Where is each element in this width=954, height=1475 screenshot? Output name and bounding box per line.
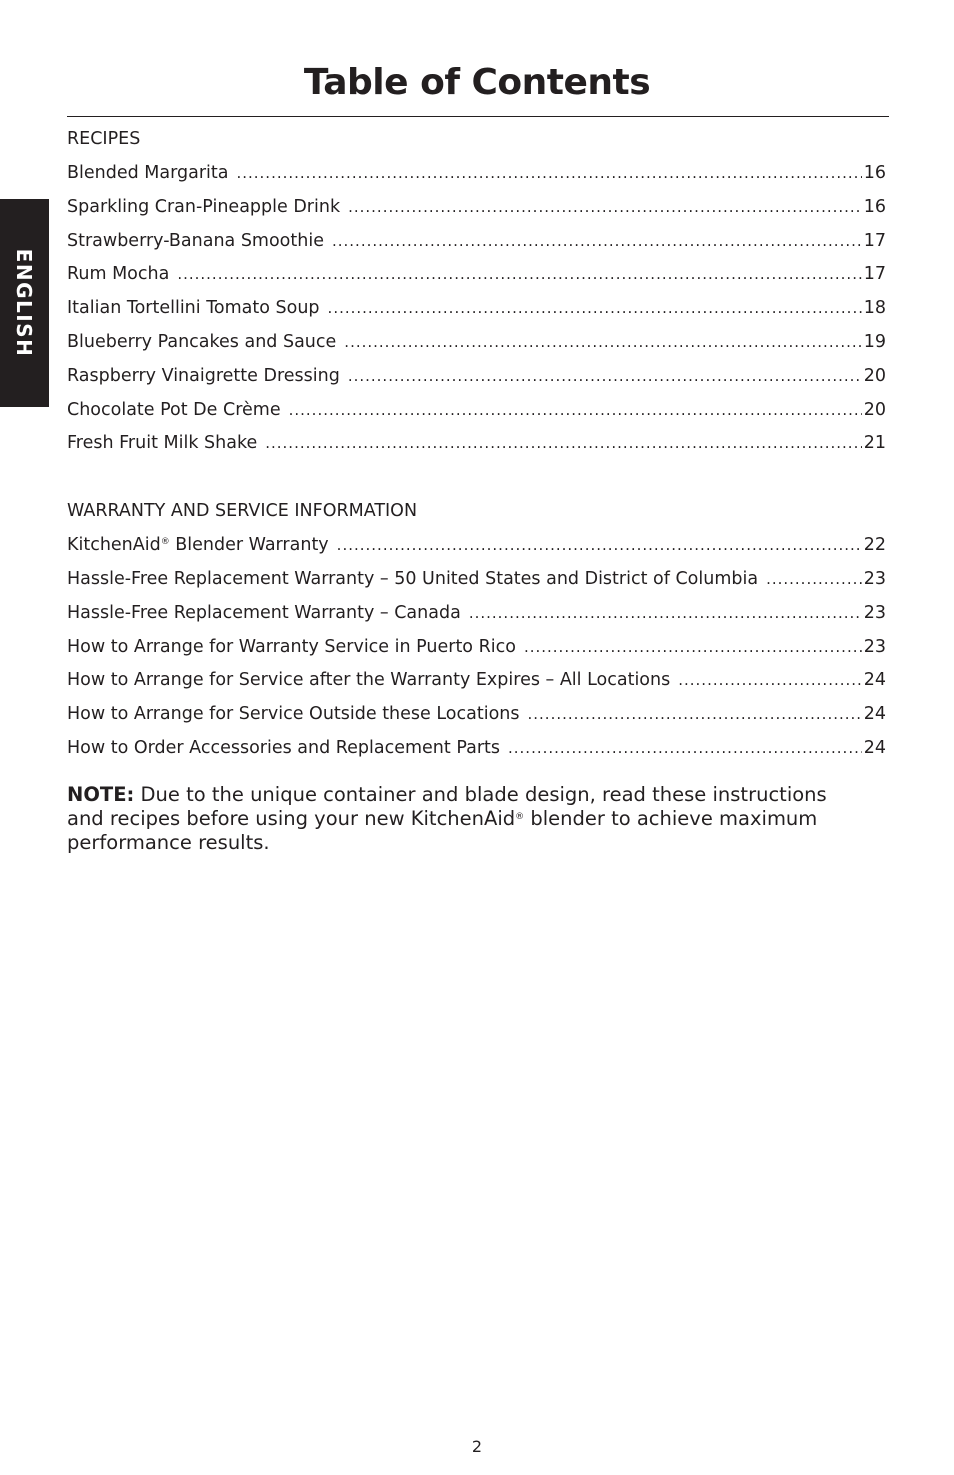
section-heading-recipes: RECIPES: [67, 129, 141, 149]
toc-entry[interactable]: [67, 699, 886, 733]
entry-title: Fresh Fruit Milk Shake: [67, 433, 258, 454]
note-paragraph: [67, 783, 867, 855]
registered-mark: ®: [515, 811, 525, 822]
entry-title: Blueberry Pancakes and Sauce: [67, 331, 337, 352]
entry-page-number: 24: [863, 737, 886, 758]
dot-leader: [332, 226, 862, 256]
entry-title: [67, 530, 337, 560]
entry-title: Chocolate Pot De Crème: [67, 399, 281, 420]
entry-page-number: 24: [863, 670, 886, 691]
entry-title-rest: Blender Warranty: [169, 535, 329, 556]
note-label: NOTE:: [67, 782, 135, 806]
language-tab-label: ENGLISH: [12, 248, 36, 358]
entry-title: Strawberry-Banana Smoothie: [67, 230, 324, 251]
dot-leader: [177, 259, 861, 289]
table-of-contents: [67, 124, 886, 874]
dot-leader: [469, 598, 862, 628]
toc-entry[interactable]: [67, 564, 886, 598]
entry-page-number: 24: [863, 704, 886, 725]
entry-title: How to Arrange for Service after the Warranty Expires – All Locations: [67, 670, 671, 691]
entry-page-number: 23: [863, 568, 886, 589]
entry-page-number: 21: [863, 433, 886, 454]
entry-title: Rum Mocha: [67, 264, 170, 285]
entry-title: Italian Tortellini Tomato Soup: [67, 298, 320, 319]
toc-entry[interactable]: [67, 226, 886, 260]
toc-entry[interactable]: [67, 361, 886, 395]
dot-leader: [678, 665, 861, 695]
note-text-part-1: Due to the unique container and blade design, read these instructions and recipes before using your new KitchenAid: [67, 782, 827, 830]
dot-leader: [766, 564, 862, 594]
title-divider: [67, 116, 889, 117]
dot-leader: [265, 428, 861, 458]
entry-page-number: 16: [863, 196, 886, 217]
entry-page-number: 22: [863, 535, 886, 556]
toc-entry[interactable]: [67, 733, 886, 767]
dot-leader: [328, 293, 862, 323]
dot-leader: [236, 158, 861, 188]
toc-entry[interactable]: [67, 327, 886, 361]
dot-leader: [528, 699, 862, 729]
dot-leader: [337, 530, 862, 560]
entry-title: Hassle-Free Replacement Warranty – 50 United States and District of Columbia: [67, 568, 759, 589]
toc-entry[interactable]: [67, 192, 886, 226]
dot-leader: [508, 733, 862, 763]
entry-title: Blended Margarita: [67, 163, 229, 183]
note-text-part-2: blender to achieve maximum performance results.: [67, 806, 818, 854]
entry-title: Hassle-Free Replacement Warranty – Canada: [67, 602, 461, 623]
dot-leader: [524, 632, 862, 662]
section-heading-warranty: WARRANTY AND SERVICE INFORMATION: [67, 501, 418, 522]
toc-entry[interactable]: [67, 665, 886, 699]
entry-page-number: 20: [863, 365, 886, 386]
entry-title: How to Arrange for Warranty Service in Puerto Rico: [67, 636, 516, 657]
entry-title: How to Arrange for Service Outside these Locations: [67, 704, 520, 725]
entry-page-number: 23: [863, 602, 886, 623]
toc-entry[interactable]: [67, 259, 886, 293]
toc-entry[interactable]: [67, 293, 886, 327]
toc-entry[interactable]: [67, 632, 886, 666]
entry-page-number: 17: [863, 264, 886, 285]
toc-entry[interactable]: [67, 598, 886, 632]
toc-entry[interactable]: [67, 530, 886, 564]
page-title: Table of Contents: [303, 62, 651, 103]
dot-leader: [344, 327, 861, 357]
registered-mark: ®: [160, 537, 170, 548]
entry-page-number: 18: [863, 298, 886, 319]
toc-entry[interactable]: [67, 158, 886, 192]
section-spacer: [67, 462, 886, 496]
entry-page-number: 16: [863, 163, 886, 183]
dot-leader: [348, 361, 862, 391]
entry-title-brand: KitchenAid: [67, 535, 161, 556]
entry-title: How to Order Accessories and Replacement Parts: [67, 737, 500, 758]
dot-leader: [289, 395, 862, 425]
entry-page-number: 23: [863, 636, 886, 657]
entry-page-number: 17: [863, 230, 886, 251]
toc-entry[interactable]: [67, 395, 886, 429]
entry-page-number: 19: [863, 331, 886, 352]
entry-title: Raspberry Vinaigrette Dressing: [67, 365, 340, 386]
toc-entry[interactable]: [67, 428, 886, 462]
page-number: 2: [471, 1437, 483, 1456]
dot-leader: [348, 192, 862, 222]
entry-page-number: 20: [863, 399, 886, 420]
entry-title: Sparkling Cran-Pineapple Drink: [67, 196, 341, 217]
